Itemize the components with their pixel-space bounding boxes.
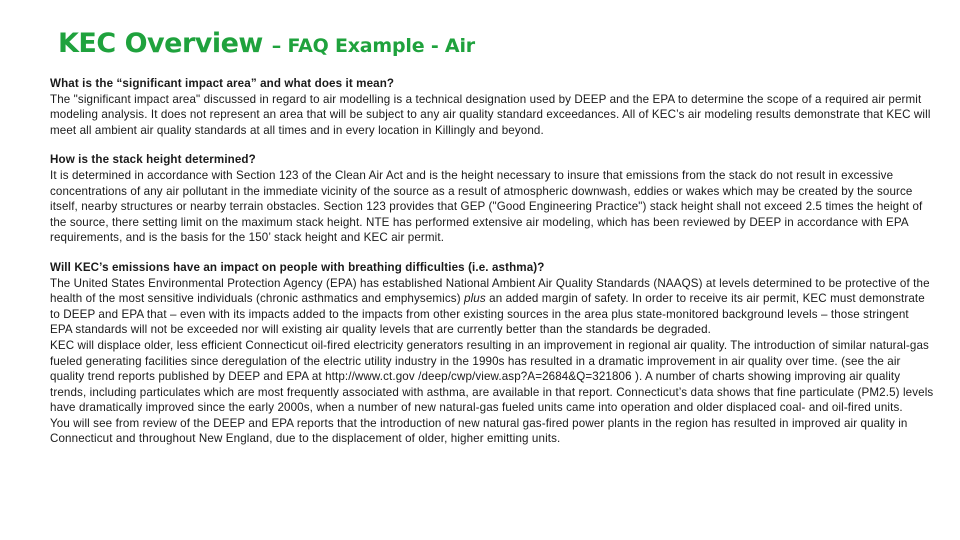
faq-question: How is the stack height determined? [50, 153, 256, 167]
faq-item-stack-height [50, 152, 934, 246]
faq-answer-part-1 [50, 276, 934, 338]
faq-item-breathing-difficulties [50, 260, 934, 447]
faq-item-significant-impact-area [50, 76, 934, 138]
faq-answer-text: an added margin of safety. In order to receive its air permit, KEC must demonstrate to DEEP and EPA that – even with its impacts added to the impacts from other existing sources in the area plus state-monitored background levels – those stringent EPA standards will not be exceeded nor will existing air quality levels that are currently better than the standards be degraded. [50, 292, 925, 337]
faq-question: What is the “significant impact area” and what does it mean? [50, 77, 395, 90]
faq-answer: It is determined in accordance with Section 123 of the Clean Air Act and is the height necessary to insure that emissions from the stack do not result in excessive concentrations of any air pollutant in the immediate vicinity of the source as a result of atmospheric downwash, eddies or wakes which may be created by the source itself, nearby structures or nearby terrain obstacles. Section 123 provides that GEP ("Good Engineering Practice") stack height shall not exceed 2.5 times the height of the source, there setting limit on the maximum stack height. NTE has performed extensive air modeling, which has been reviewed by DEEP in accordance with EPA requirements, and is the basis for the 150’ stack height and KEC air permit. [50, 168, 923, 245]
slide-title [58, 22, 475, 60]
faq-question: Will KEC’s emissions have an impact on people with breathing difficulties (i.e. asthma)? [50, 260, 545, 274]
faq-answer-part-2: KEC will displace older, less efficient Connecticut oil-fired electricity generators resulting in an improvement in regional air quality. The introduction of similar natural-gas fueled generating facilities since deregulation of the electric utility industry in the 1990s has resulted in a dramatic improvement in air quality over time. (see the air quality trend reports published by DEEP and EPA at http://www.ct.gov /deep/cwp/view.asp?A=2684&Q=321806 ). A number of charts showing improving air quality trends, including particulates which are most frequently associated with asthma, are available in that report. Connecticut’s data shows that fine particulate (PM2.5) levels have dramatically improved since the early 2000s, when a number of new natural-gas fueled units came into operation and older displaced coal- and oil-fired units. [50, 338, 934, 415]
faq-answer-text: The United States Environmental Protection Agency (EPA) has established National Ambient Air Quality Standards (NAAQS) at levels determined to be protective of the health of the most sensitive individuals (chronic asthmatics and emphysemics) [50, 276, 930, 306]
faq-answer-part-3: You will see from review of the DEEP and EPA reports that the introduction of new natural gas-fired power plants in the region has resulted in improved air quality in Connecticut and throughout New England, due to the displacement of older, higher emitting units. [50, 416, 908, 446]
faq-content [50, 76, 934, 461]
faq-answer-emphasis: plus [464, 292, 486, 306]
slide-title-main: KEC Overview [58, 28, 272, 59]
slide-title-sub: – FAQ Example - Air [271, 35, 475, 57]
faq-answer: The "significant impact area" discussed in regard to air modelling is a technical designation used by DEEP and the EPA to determine the scope of a required air permit modeling analysis. It does not represent an area that will be subject to any air quality standard exceedances. All of KEC’s air modeling results demonstrate that KEC will meet all ambient air quality standards at all times and in every location in Killingly and beyond. [50, 92, 931, 137]
